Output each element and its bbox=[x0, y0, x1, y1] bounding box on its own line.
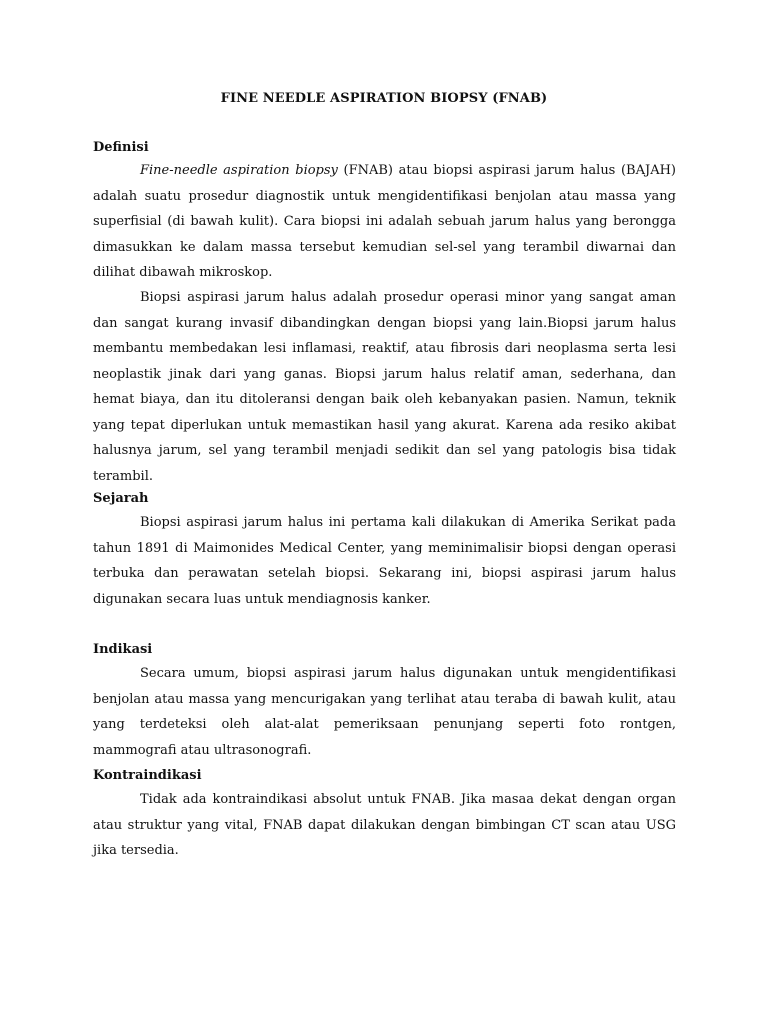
section-heading-definisi: Definisi bbox=[93, 140, 149, 155]
section-heading-kontraindikasi: Kontraindikasi bbox=[93, 768, 202, 783]
paragraph-indikasi-1: Secara umum, biopsi aspirasi jarum halus digunakan untuk mengidentifikasi benjolan atau massa yang mencurigakan yang terlihat atau teraba di bawah kulit, atau yang terdeteksi oleh alat-alat pemeriksaan penunjang seperti foto rontgen, mammografi atau ultrasonografi. bbox=[93, 666, 676, 758]
section-heading-sejarah: Sejarah bbox=[93, 491, 149, 506]
paragraph-kontraindikasi-1: Tidak ada kontraindikasi absolut untuk FNAB. Jika masaa dekat dengan organ atau struktur yang vital, FNAB dapat dilakukan dengan bimbingan CT scan atau USG jika tersedia. bbox=[93, 792, 676, 858]
paragraph-definisi-1 bbox=[93, 158, 676, 286]
paragraph-sejarah-1: Biopsi aspirasi jarum halus ini pertama kali dilakukan di Amerika Serikat pada tahun 1891 di Maimonides Medical Center, yang meminimalisir biopsi dengan operasi terbuka dan perawatan setelah biopsi. Sekarang ini, biopsi aspirasi jarum halus digunakan secara luas untuk mendiagnosis kanker. bbox=[93, 515, 676, 607]
italic-term: Fine-needle aspiration biopsy bbox=[140, 163, 338, 178]
paragraph-text: (FNAB) atau biopsi aspirasi jarum halus (BAJAH) adalah suatu prosedur diagnostik untuk mengidentifikasi benjolan atau massa yang superfisial (di bawah kulit). Cara biopsi ini adalah sebuah jarum halus yang berongga dimasukkan ke dalam massa tersebut kemudian sel-sel yang terambil diwarnai dan dilihat dibawah mikroskop. bbox=[93, 163, 676, 280]
document-title: FINE NEEDLE ASPIRATION BIOPSY (FNAB) bbox=[220, 91, 548, 106]
paragraph-definisi-2: Biopsi aspirasi jarum halus adalah prosedur operasi minor yang sangat aman dan sangat kurang invasif dibandingkan dengan biopsi yang lain.Biopsi jarum halus membantu membedakan lesi inflamasi, reaktif, atau fibrosis dari neoplasma serta lesi neoplastik jinak dari yang ganas. Biopsi jarum halus relatif aman, sederhana, dan hemat biaya, dan itu ditoleransi dengan baik oleh kebanyakan pasien. Namun, teknik yang tepat diperlukan untuk memastikan hasil yang akurat. Karena ada resiko akibat halusnya jarum, sel yang terambil menjadi sedikit dan sel yang patologis bisa tidak terambil. bbox=[93, 290, 676, 484]
section-heading-indikasi: Indikasi bbox=[93, 642, 153, 657]
